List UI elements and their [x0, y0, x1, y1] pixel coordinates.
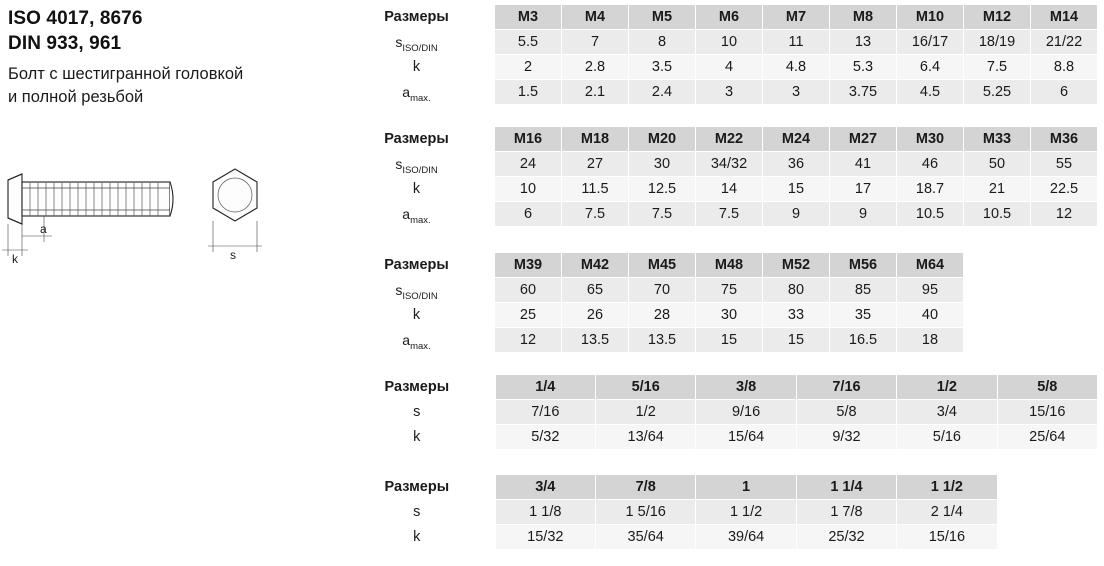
cell: 5.3 [830, 55, 897, 80]
cell: 34/32 [696, 152, 763, 177]
col-header: 1/4 [495, 375, 595, 400]
col-header: M64 [897, 253, 964, 278]
cell: 18 [897, 328, 964, 353]
cell: 3/4 [897, 400, 997, 425]
cell: 10.5 [964, 202, 1031, 227]
cell: 9/16 [696, 400, 796, 425]
col-header: M56 [830, 253, 897, 278]
col-header: M18 [562, 127, 629, 152]
col-header: 3/4 [495, 475, 595, 500]
cell: 15/32 [495, 525, 595, 550]
col-header: M24 [763, 127, 830, 152]
cell: 8.8 [1031, 55, 1098, 80]
cell: 24 [495, 152, 562, 177]
table-row [339, 425, 1098, 450]
table-row [339, 278, 1098, 303]
cell: 9/32 [796, 425, 896, 450]
cell: 5/16 [897, 425, 997, 450]
cell-empty [1031, 278, 1098, 303]
cell: 13/64 [596, 425, 696, 450]
cell-empty [1031, 328, 1098, 353]
cell: 30 [696, 303, 763, 328]
cell: 2 1/4 [897, 500, 997, 525]
cell: 1 1/8 [495, 500, 595, 525]
row-label-size: Размеры [339, 375, 496, 400]
standard-line-2: DIN 933, 961 [8, 33, 122, 55]
col-header: 1 1/2 [897, 475, 997, 500]
row-label-s-iso-din: $s_{ISO/DIN}$ [339, 30, 495, 55]
row-label-k: k [339, 425, 496, 450]
cell: 46 [897, 152, 964, 177]
cell: 1 7/8 [796, 500, 896, 525]
product-header [8, 6, 328, 109]
cell: 2 [495, 55, 562, 80]
cell: 41 [830, 152, 897, 177]
cell: 5.25 [964, 80, 1031, 105]
col-header: M45 [629, 253, 696, 278]
cell: 25 [495, 303, 562, 328]
cell: 13.5 [562, 328, 629, 353]
col-header: M48 [696, 253, 763, 278]
cell: 36 [763, 152, 830, 177]
cell: 35 [830, 303, 897, 328]
row-label-s: s [339, 500, 496, 525]
table-row [339, 80, 1098, 105]
bolt-drawing [0, 160, 330, 270]
dimension-label-k: k [12, 252, 18, 266]
col-header: 3/8 [696, 375, 796, 400]
col-header: 1 [696, 475, 796, 500]
table-metric-1 [338, 4, 1098, 105]
col-header: M27 [830, 127, 897, 152]
cell: 10.5 [897, 202, 964, 227]
col-header: M39 [495, 253, 562, 278]
cell: 7 [562, 30, 629, 55]
cell: 7.5 [696, 202, 763, 227]
table-row [339, 202, 1098, 227]
table-row [339, 55, 1098, 80]
cell: 22.5 [1031, 177, 1098, 202]
cell: 7/16 [495, 400, 595, 425]
cell: 2.1 [562, 80, 629, 105]
cell: 15 [763, 328, 830, 353]
cell: 60 [495, 278, 562, 303]
cell-empty [964, 278, 1031, 303]
table-row [339, 500, 1098, 525]
cell: 50 [964, 152, 1031, 177]
col-header: 1/2 [897, 375, 997, 400]
col-header: 5/8 [997, 375, 1097, 400]
row-label-a-max: $a_{max.}$ [339, 328, 495, 353]
cell: 3.75 [830, 80, 897, 105]
col-header: M36 [1031, 127, 1098, 152]
cell: 7.5 [562, 202, 629, 227]
table-metric-2 [338, 126, 1098, 227]
cell: 4.8 [763, 55, 830, 80]
cell: 7.5 [964, 55, 1031, 80]
row-label-size: Размеры [339, 5, 495, 30]
cell: 5.5 [495, 30, 562, 55]
col-header-empty [997, 475, 1097, 500]
col-header: M20 [629, 127, 696, 152]
standard-line-1: ISO 4017, 8676 [8, 8, 143, 29]
cell: 12.5 [629, 177, 696, 202]
row-label-size: Размеры [339, 253, 495, 278]
table-row [339, 177, 1098, 202]
cell: 40 [897, 303, 964, 328]
row-label-a-max: $a_{max.}$ [339, 202, 495, 227]
cell: 10 [495, 177, 562, 202]
row-label-k: k [339, 177, 495, 202]
cell: 8 [629, 30, 696, 55]
cell: 15 [763, 177, 830, 202]
col-header-empty [1031, 253, 1098, 278]
cell: 85 [830, 278, 897, 303]
cell: 28 [629, 303, 696, 328]
row-label-k: k [339, 303, 495, 328]
table-row [339, 400, 1098, 425]
cell: 11 [763, 30, 830, 55]
description-line-1: Болт с шестигранной головкой [8, 65, 244, 84]
table-row [339, 5, 1098, 30]
cell-empty [964, 328, 1031, 353]
cell: 25/32 [796, 525, 896, 550]
table-inch-2 [338, 474, 1098, 550]
cell: 18/19 [964, 30, 1031, 55]
col-header: M7 [763, 5, 830, 30]
row-label-k: k [339, 525, 496, 550]
cell: 5/8 [796, 400, 896, 425]
cell: 6.4 [897, 55, 964, 80]
cell: 5/32 [495, 425, 595, 450]
cell: 27 [562, 152, 629, 177]
cell: 65 [562, 278, 629, 303]
col-header: M30 [897, 127, 964, 152]
row-label-size: Размеры [339, 475, 496, 500]
cell: 95 [897, 278, 964, 303]
col-header: M16 [495, 127, 562, 152]
table-row [339, 328, 1098, 353]
cell: 6 [495, 202, 562, 227]
cell: 2.8 [562, 55, 629, 80]
cell: 3.5 [629, 55, 696, 80]
cell: 1 5/16 [596, 500, 696, 525]
col-header: M8 [830, 5, 897, 30]
cell-empty [1031, 303, 1098, 328]
dimension-label-s: s [230, 248, 236, 262]
cell: 2.4 [629, 80, 696, 105]
row-label-a-max: $a_{max.}$ [339, 80, 495, 105]
col-header: M3 [495, 5, 562, 30]
cell: 26 [562, 303, 629, 328]
col-header: 7/8 [596, 475, 696, 500]
cell-empty [997, 500, 1097, 525]
table-row [339, 253, 1098, 278]
row-label-size: Размеры [339, 127, 495, 152]
cell: 10 [696, 30, 763, 55]
cell: 13.5 [629, 328, 696, 353]
cell-empty [964, 303, 1031, 328]
col-header: M5 [629, 5, 696, 30]
table-row [339, 303, 1098, 328]
cell: 15/64 [696, 425, 796, 450]
cell: 33 [763, 303, 830, 328]
cell: 15/16 [997, 400, 1097, 425]
cell: 4.5 [897, 80, 964, 105]
col-header: M42 [562, 253, 629, 278]
col-header: M10 [897, 5, 964, 30]
col-header: M52 [763, 253, 830, 278]
cell: 21/22 [1031, 30, 1098, 55]
cell: 9 [763, 202, 830, 227]
cell: 3 [763, 80, 830, 105]
cell: 17 [830, 177, 897, 202]
cell: 25/64 [997, 425, 1097, 450]
col-header: M33 [964, 127, 1031, 152]
row-label-s: s [339, 400, 496, 425]
row-label-k: k [339, 55, 495, 80]
cell: 13 [830, 30, 897, 55]
row-label-s-iso-din: $s_{ISO/DIN}$ [339, 278, 495, 303]
cell: 30 [629, 152, 696, 177]
cell: 6 [1031, 80, 1098, 105]
col-header: M12 [964, 5, 1031, 30]
cell: 9 [830, 202, 897, 227]
cell: 14 [696, 177, 763, 202]
cell: 16/17 [897, 30, 964, 55]
table-metric-3 [338, 252, 1098, 353]
cell: 75 [696, 278, 763, 303]
col-header: 7/16 [796, 375, 896, 400]
dimension-label-a: a [40, 222, 47, 236]
col-header: M4 [562, 5, 629, 30]
table-row [339, 525, 1098, 550]
cell: 1/2 [596, 400, 696, 425]
cell: 39/64 [696, 525, 796, 550]
cell: 35/64 [596, 525, 696, 550]
table-row [339, 127, 1098, 152]
cell: 80 [763, 278, 830, 303]
cell: 1.5 [495, 80, 562, 105]
cell-empty [997, 525, 1097, 550]
table-row [339, 30, 1098, 55]
cell: 12 [1031, 202, 1098, 227]
table-row [339, 152, 1098, 177]
col-header: M22 [696, 127, 763, 152]
col-header: M14 [1031, 5, 1098, 30]
cell: 18.7 [897, 177, 964, 202]
table-row [339, 375, 1098, 400]
cell: 16.5 [830, 328, 897, 353]
table-row [339, 475, 1098, 500]
cell: 12 [495, 328, 562, 353]
cell: 1 1/2 [696, 500, 796, 525]
col-header: 5/16 [596, 375, 696, 400]
cell: 55 [1031, 152, 1098, 177]
row-label-s-iso-din: $s_{ISO/DIN}$ [339, 152, 495, 177]
cell: 15/16 [897, 525, 997, 550]
cell: 11.5 [562, 177, 629, 202]
cell: 15 [696, 328, 763, 353]
cell: 7.5 [629, 202, 696, 227]
cell: 3 [696, 80, 763, 105]
cell: 21 [964, 177, 1031, 202]
description-line-2: и полной резьбой [8, 87, 144, 106]
col-header-empty [964, 253, 1031, 278]
cell: 4 [696, 55, 763, 80]
col-header: M6 [696, 5, 763, 30]
col-header: 1 1/4 [796, 475, 896, 500]
table-inch-1 [338, 374, 1098, 450]
cell: 70 [629, 278, 696, 303]
